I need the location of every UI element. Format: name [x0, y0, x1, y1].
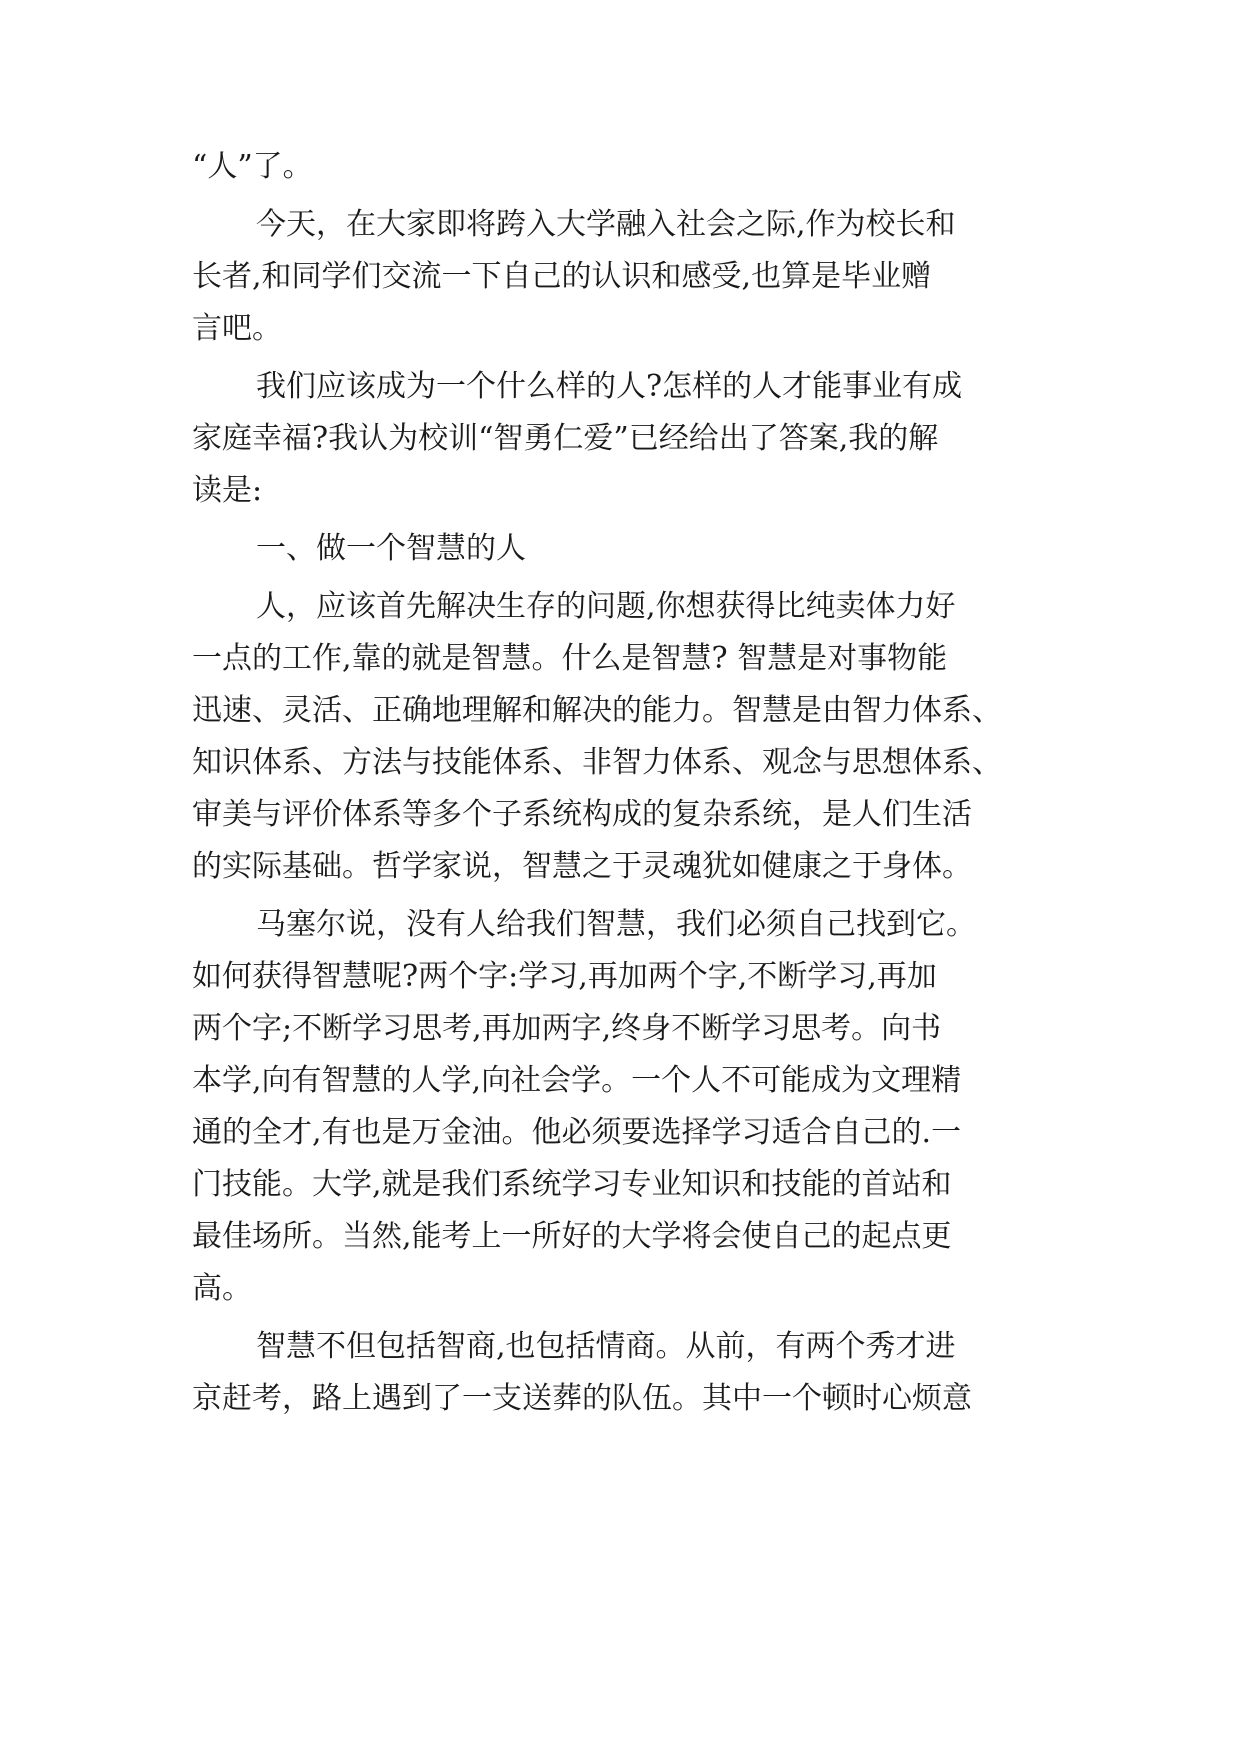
- text-line: 京赶考，路上遇到了一支送葬的队伍。其中一个顿时心烦意: [192, 1381, 972, 1416]
- text-line: 审美与评价体系等多个子系统构成的复杂系统，是人们生活: [192, 797, 972, 832]
- text-line: 长者,和同学们交流一下自己的认识和感受,也算是毕业赠: [192, 259, 932, 294]
- text-line: 迅速、灵活、正确地理解和解决的能力。智慧是由智力体系、: [192, 693, 1002, 728]
- text-line: 读是:: [192, 473, 263, 508]
- text-line: 智慧不但包括智商,也包括情商。从前，有两个秀才进: [256, 1329, 956, 1364]
- text-line: 一点的工作,靠的就是智慧。什么是智慧? 智慧是对事物能: [192, 641, 948, 676]
- body-text: [192, 150, 1052, 1416]
- text-line: 的实际基础。哲学家说，智慧之于灵魂犹如健康之于身体。: [192, 849, 972, 884]
- text-line: 两个字;不断学习思考,再加两字,终身不断学习思考。向书: [192, 1011, 942, 1046]
- text-line: 家庭幸福?我认为校训“智勇仁爱”已经给出了答案,我的解: [192, 421, 939, 456]
- text-line: 人，应该首先解决生存的问题,你想获得比纯卖体力好: [256, 589, 956, 624]
- text-line: 最佳场所。当然,能考上一所好的大学将会使自己的起点更: [192, 1219, 952, 1254]
- text-line: 门技能。大学,就是我们系统学习专业知识和技能的首站和: [192, 1167, 952, 1202]
- text-line: 我们应该成为一个什么样的人?怎样的人才能事业有成: [256, 369, 963, 404]
- text-line: 高。: [192, 1271, 252, 1306]
- text-line: 知识体系、方法与技能体系、非智力体系、观念与思想体系、: [192, 745, 1002, 780]
- text-line: 今天，在大家即将跨入大学融入社会之际,作为校长和: [256, 207, 956, 242]
- text-line: 通的全才,有也是万金油。他必须要选择学习适合自己的.一: [192, 1115, 962, 1150]
- text-line: “人”了。: [192, 149, 313, 184]
- text-line: 言吧。: [192, 311, 282, 346]
- section-heading: 一、做一个智慧的人: [256, 531, 526, 566]
- text-line: 马塞尔说，没有人给我们智慧，我们必须自己找到它。: [256, 907, 976, 942]
- text-line: 本学,向有智慧的人学,向社会学。一个人不可能成为文理精: [192, 1063, 962, 1098]
- text-line: 如何获得智慧呢?两个字:学习,再加两个字,不断学习,再加: [192, 959, 937, 994]
